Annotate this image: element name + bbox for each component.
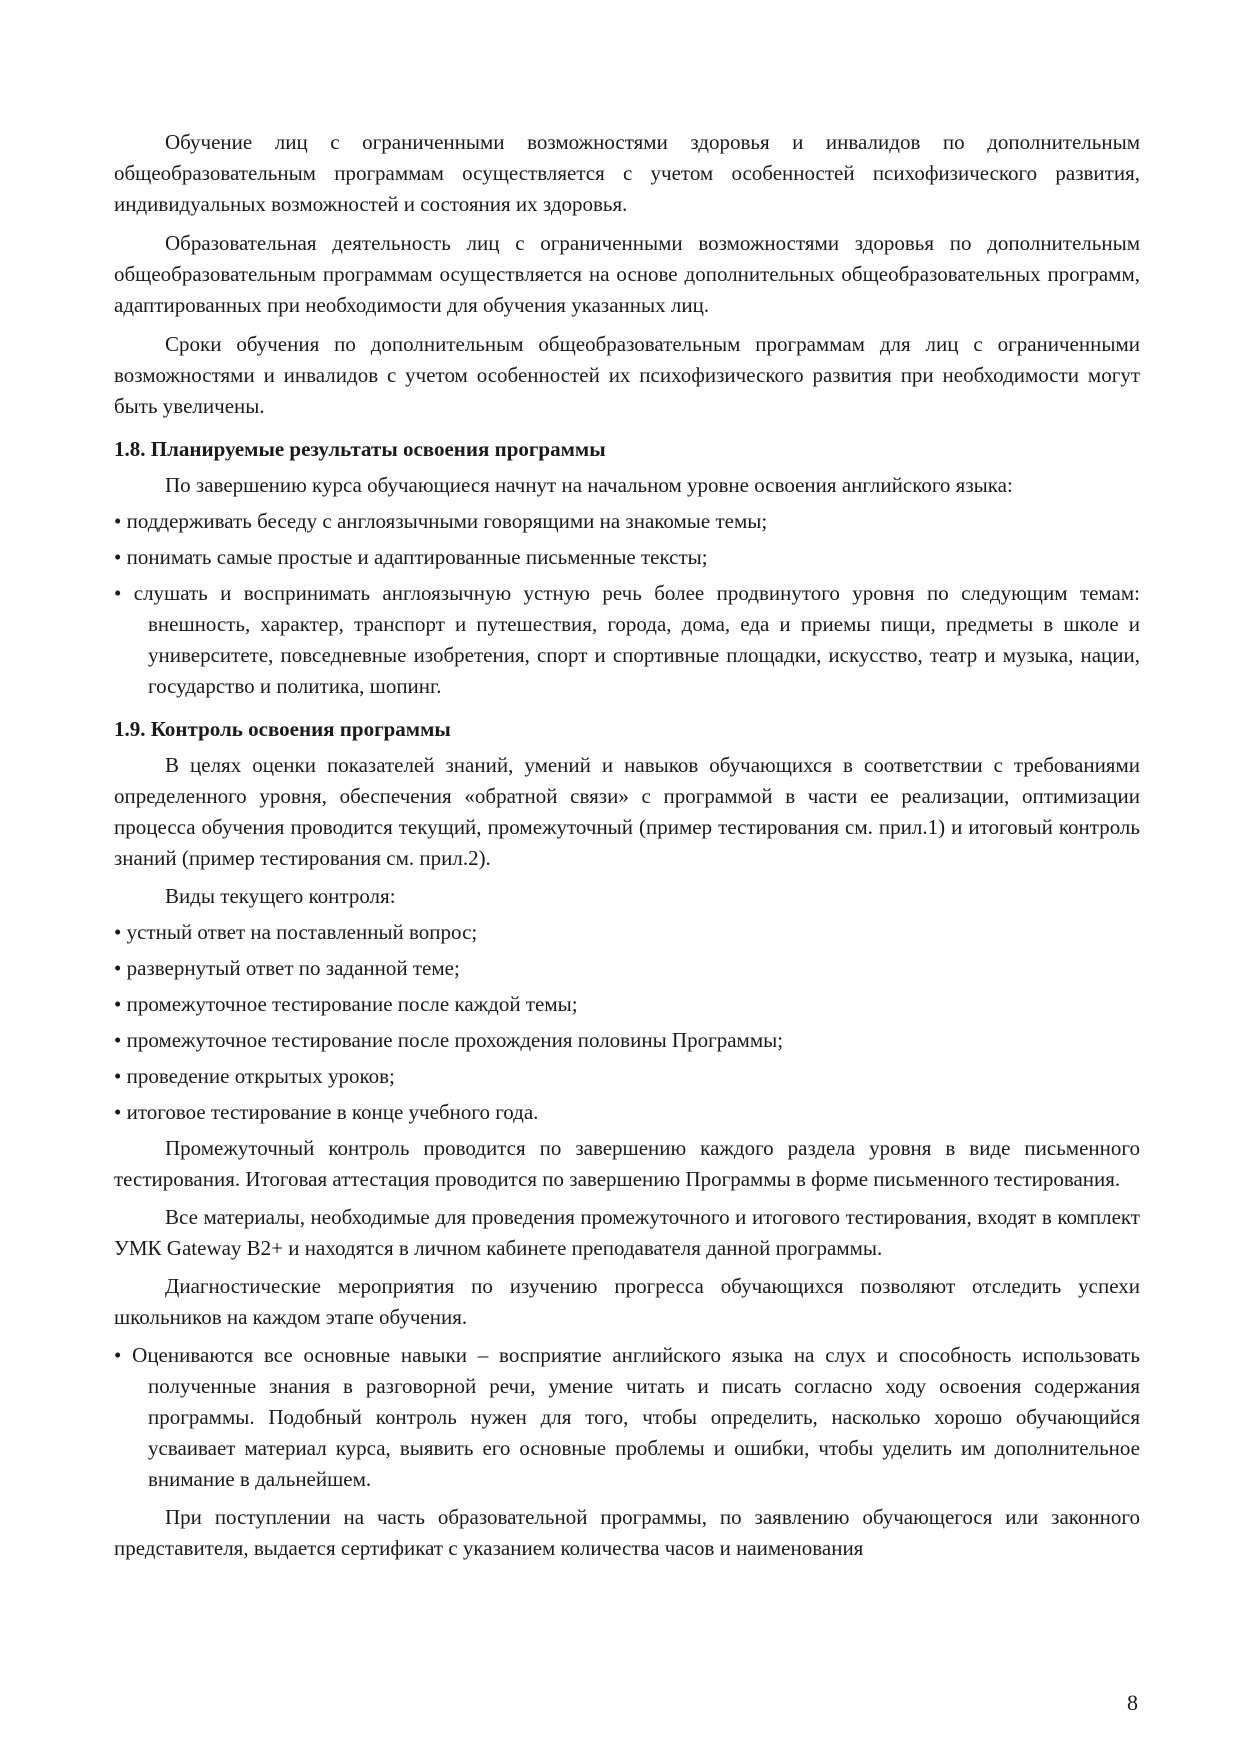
paragraph-disabled-learning: Обучение лиц с ограниченными возможностями здоровья и инвалидов по дополнительным общеобразовательным программам осуществляется с учетом особенностей психофизического развития, индивидуальных возможностей и состояния их здоровья. xyxy=(114,130,1140,216)
list-item-outcome: • поддерживать беседу с англоязычными говорящими на знакомые темы; xyxy=(114,509,768,533)
list-item-outcome: • слушать и воспринимать англоязычную устную речь более продвинутого уровня по следующим темам: внешность, характер, транспорт и путешествия, города, дома, еда и приемы пищи, предметы в школе и университете, повседневные изобретения, спорт и спортивные площадки, искусство, театр и музыка, нации, государство и политика, шопинг. xyxy=(114,581,1140,698)
heading-section-1-8: 1.8. Планируемые результаты освоения программы xyxy=(114,437,606,461)
list-item-control-type: • промежуточное тестирование после прохождения половины Программы; xyxy=(114,1028,784,1052)
page-number: 8 xyxy=(1127,1690,1138,1715)
list-item-control-type: • развернутый ответ по заданной теме; xyxy=(114,956,460,980)
paragraph-diagnostic-activities: Диагностические мероприятия по изучению прогресса обучающихся позволяют отследить успехи школьников на каждом этапе обучения. xyxy=(114,1274,1140,1329)
paragraph-course-outcomes-lead: По завершению курса обучающиеся начнут на начальном уровне освоения английского языка: xyxy=(165,473,1013,497)
page-content xyxy=(114,127,1140,1564)
paragraph-control-intro: В целях оценки показателей знаний, умений и навыков обучающихся в соответствии с требованиями определенного уровня, обеспечения «обратной связи» с программой в части ее реализации, оптимизации процесса обучения проводится текущий, промежуточный (пример тестирования см. прил.1) и итоговый контроль знаний (пример тестирования см. прил.2). xyxy=(114,753,1140,870)
paragraph-test-materials: Все материалы, необходимые для проведения промежуточного и итогового тестирования, входят в комплект УМК Gateway B2+ и находятся в личном кабинете преподавателя данной программы. xyxy=(114,1205,1140,1260)
paragraph-intermediate-control: Промежуточный контроль проводится по завершению каждого раздела уровня в виде письменного тестирования. Итоговая аттестация проводится по завершению Программы в форме письменного тестирования. xyxy=(114,1136,1140,1191)
paragraph-educational-activity: Образовательная деятельность лиц с ограниченными возможностями здоровья по дополнительным общеобразовательным программам осуществляется на основе дополнительных общеобразовательных программ, адаптированных при необходимости для обучения указанных лиц. xyxy=(114,231,1140,317)
list-item-outcome: • понимать самые простые и адаптированные письменные тексты; xyxy=(114,545,708,569)
list-item-control-type: • проведение открытых уроков; xyxy=(114,1064,395,1088)
list-item-control-type: • устный ответ на поставленный вопрос; xyxy=(114,920,478,944)
paragraph-study-duration: Сроки обучения по дополнительным общеобразовательным программам для лиц с ограниченными возможностями и инвалидов с учетом особенностей их психофизического развития при необходимости могут быть увеличены. xyxy=(114,332,1140,418)
paragraph-control-types-lead: Виды текущего контроля: xyxy=(165,884,396,908)
list-item-skills-assessment: • Оцениваются все основные навыки – восприятие английского языка на слух и способность использовать полученные знания в разговорной речи, умение читать и писать согласно ходу освоения содержания программы. Подобный контроль нужен для того, чтобы определить, насколько хорошо обучающийся усваивает материал курса, выявить его основные проблемы и ошибки, чтобы уделить им дополнительное внимание в дальнейшем. xyxy=(114,1343,1140,1491)
list-item-control-type: • итоговое тестирование в конце учебного года. xyxy=(114,1100,539,1124)
list-item-control-type: • промежуточное тестирование после каждой темы; xyxy=(114,992,578,1016)
paragraph-certificate: При поступлении на часть образовательной программы, по заявлению обучающегося или законного представителя, выдается сертификат с указанием количества часов и наименования xyxy=(114,1505,1140,1560)
heading-section-1-9: 1.9. Контроль освоения программы xyxy=(114,717,451,741)
